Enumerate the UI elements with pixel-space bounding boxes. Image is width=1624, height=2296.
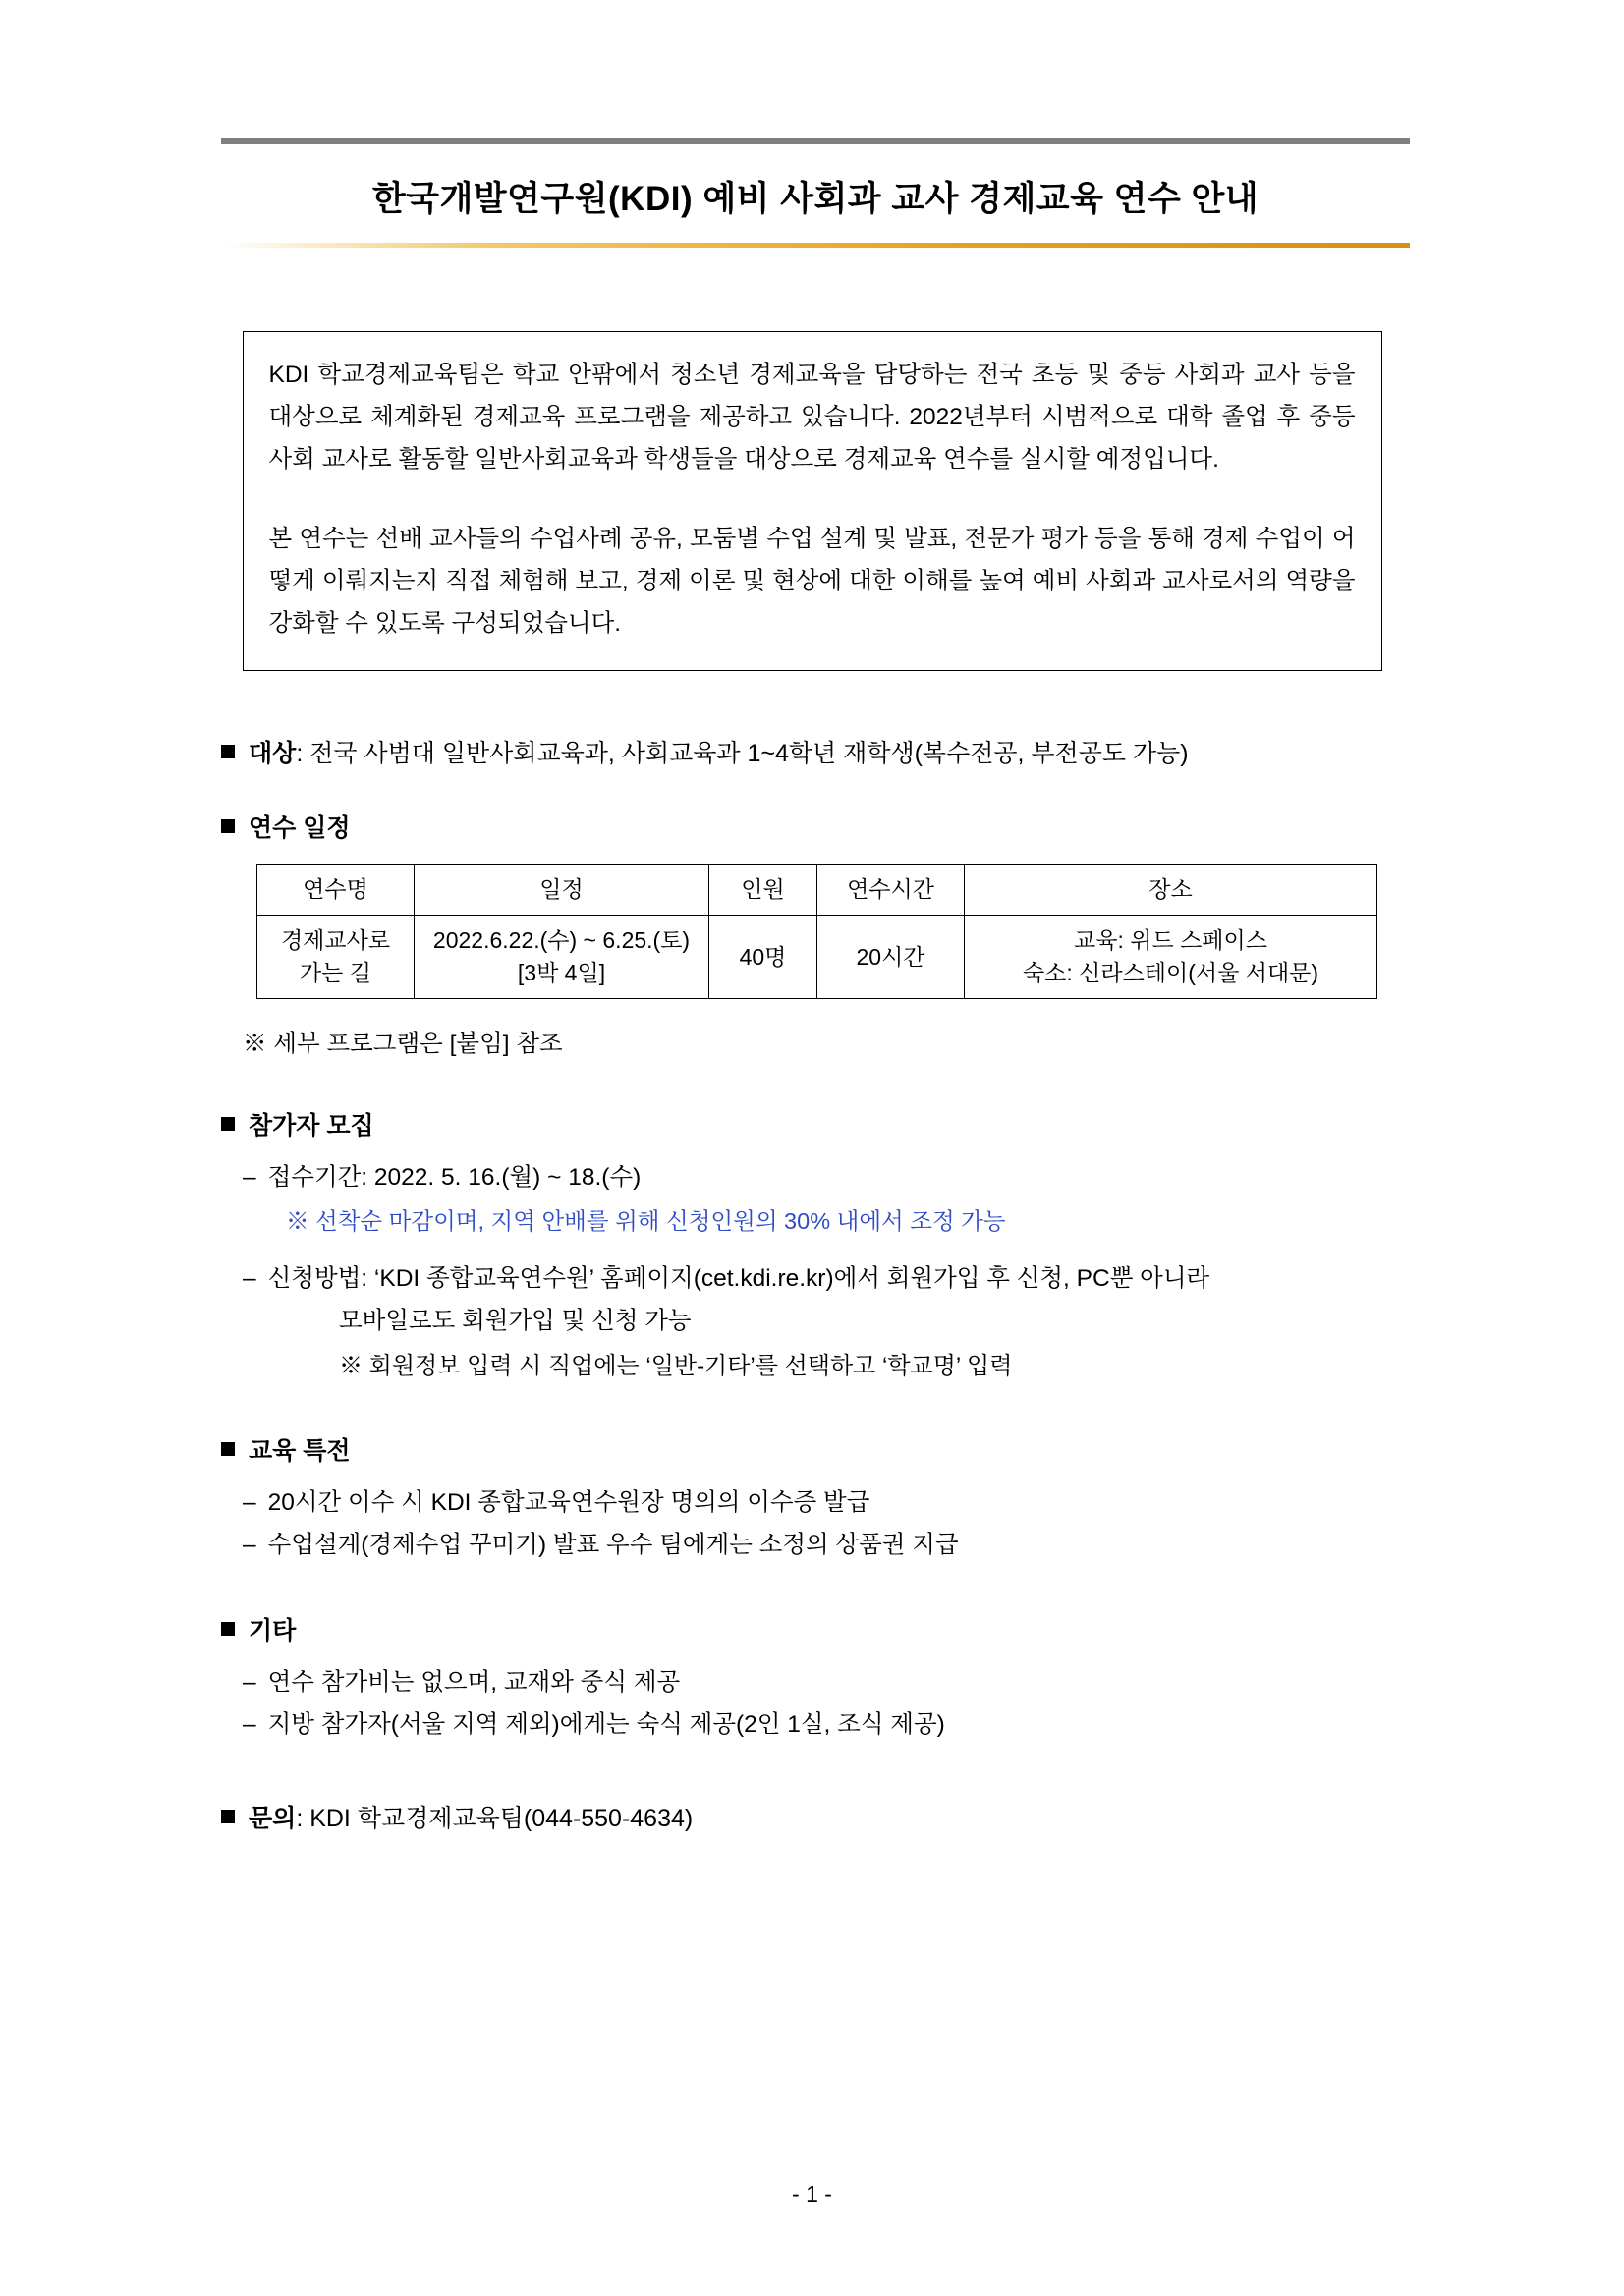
square-bullet-icon: [221, 1810, 235, 1823]
table-row: [257, 916, 1377, 999]
dash-bullet-icon: –: [243, 1265, 256, 1292]
dash-bullet-icon: –: [243, 1164, 256, 1191]
intro-paragraph-1: KDI 학교경제교육팀은 학교 안팎에서 청소년 경제교육을 담당하는 전국 초등 및 중등 사회과 교사 등을 대상으로 체계화된 경제교육 프로그램을 제공하고 있습니다. 2022년부터 시범적으로 대학 졸업 후 중등 사회 교사로 활동할 일반사회교육과 학생들을 대상으로 경제교육 연수를 실시할 예정입니다.: [268, 362, 1356, 473]
section-recruit: [221, 1106, 1415, 1142]
recruit-period-text: 접수기간: 2022. 5. 16.(월) ~ 18.(수): [267, 1164, 642, 1191]
section-etc-heading: 기타: [249, 1617, 297, 1645]
etc-item-1: [221, 1663, 1415, 1698]
section-contact: [221, 1799, 1415, 1834]
square-bullet-icon: [221, 745, 235, 758]
square-bullet-icon: [221, 1442, 235, 1456]
col-header-people: 인원: [709, 865, 817, 916]
section-recruit-heading: 참가자 모집: [249, 1112, 374, 1140]
document-body: [221, 671, 1415, 1834]
page-number: - 1 -: [792, 2181, 832, 2207]
title-bottom-rule: [221, 243, 1410, 248]
schedule-note: ※ 세부 프로그램은 [붙임] 참조: [243, 1031, 563, 1057]
etc-item-2: [221, 1706, 1415, 1740]
cell-course-hours: 20시간: [817, 916, 965, 999]
section-contact-heading: 문의: [249, 1805, 297, 1832]
benefits-item-2-text: 수업설계(경제수업 꾸미기) 발표 우수 팀에게는 소정의 상품권 지급: [267, 1532, 959, 1558]
title-top-rule: [221, 138, 1410, 144]
course-place-line1: 교육: 위드 스페이스: [1074, 927, 1267, 953]
benefits-item-1: [221, 1484, 1415, 1518]
section-schedule: [221, 809, 1415, 844]
col-header-place: 장소: [965, 865, 1377, 916]
dash-bullet-icon: –: [243, 1532, 256, 1558]
dash-bullet-icon: –: [243, 1669, 256, 1696]
dash-bullet-icon: –: [243, 1711, 256, 1738]
title-block: [221, 138, 1410, 248]
section-benefits: [221, 1431, 1415, 1467]
recruit-method-sub2: ※ 회원정보 입력 시 직업에는 ‘일반-기타’를 선택하고 ‘학교명’ 입력: [339, 1353, 1013, 1379]
section-contact-value: : KDI 학교경제교육팀(044-550-4634): [296, 1805, 694, 1832]
etc-item-1-text: 연수 참가비는 없으며, 교재와 중식 제공: [267, 1669, 681, 1696]
col-header-date: 일정: [415, 865, 709, 916]
benefits-item-1-text: 20시간 이수 시 KDI 종합교육연수원장 명의의 이수증 발급: [267, 1489, 870, 1516]
course-date-line2: [3박 4일]: [517, 960, 606, 985]
intro-paragraph-2: 본 연수는 선배 교사들의 수업사례 공유, 모둠별 수업 설계 및 발표, 전문가 평가 등을 통해 경제 수업이 어떻게 이뤄지는지 직접 체험해 보고, 경제 이론 및 현상에 대한 이해를 높여 예비 사회과 교사로서의 역량을 강화할 수 있도록 구성되었습니다.: [268, 526, 1356, 637]
page-title: 한국개발연구원(KDI) 예비 사회과 교사 경제교육 연수 안내: [371, 180, 1260, 218]
section-schedule-heading: 연수 일정: [249, 814, 351, 842]
recruit-period-note: ※ 선착순 마감이며, 지역 안배를 위해 신청인원의 30% 내에서 조정 가능: [286, 1208, 1006, 1234]
recruit-item-period: [221, 1158, 1415, 1193]
table-header-row: [257, 865, 1377, 916]
course-date-line1: 2022.6.22.(수) ~ 6.25.(토): [432, 927, 691, 953]
col-header-hours: 연수시간: [817, 865, 965, 916]
cell-course-date: [415, 916, 709, 999]
dash-bullet-icon: –: [243, 1489, 256, 1516]
square-bullet-icon: [221, 819, 235, 833]
etc-item-2-text: 지방 참가자(서울 지역 제외)에게는 숙식 제공(2인 1실, 조식 제공): [267, 1711, 945, 1738]
recruit-item-method: [221, 1260, 1415, 1294]
course-name-line1: 경제교사로: [280, 927, 391, 953]
section-target-value: : 전국 사범대 일반사회교육과, 사회교육과 1~4학년 재학생(복수전공, 부전공도 가능): [296, 740, 1189, 767]
cell-course-name: [257, 916, 415, 999]
recruit-method-sub1: 모바일로도 회원가입 및 신청 가능: [339, 1308, 692, 1334]
section-target-heading: 대상: [249, 740, 297, 767]
course-place-line2: 숙소: 신라스테이(서울 서대문): [1022, 960, 1319, 985]
schedule-table: [256, 864, 1377, 999]
cell-course-place: [965, 916, 1377, 999]
section-target: [221, 734, 1415, 769]
section-etc: [221, 1611, 1415, 1647]
square-bullet-icon: [221, 1117, 235, 1131]
section-benefits-heading: 교육 특전: [249, 1437, 351, 1465]
intro-box: [243, 331, 1382, 671]
col-header-name: 연수명: [257, 865, 415, 916]
benefits-item-2: [221, 1526, 1415, 1560]
square-bullet-icon: [221, 1622, 235, 1636]
course-name-line2: 가는 길: [299, 960, 372, 985]
recruit-method-text: 신청방법: ‘KDI 종합교육연수원’ 홈페이지(cet.kdi.re.kr)에서 회원가입 후 신청, PC뿐 아니라: [267, 1265, 1210, 1292]
cell-course-people: 40명: [709, 916, 817, 999]
